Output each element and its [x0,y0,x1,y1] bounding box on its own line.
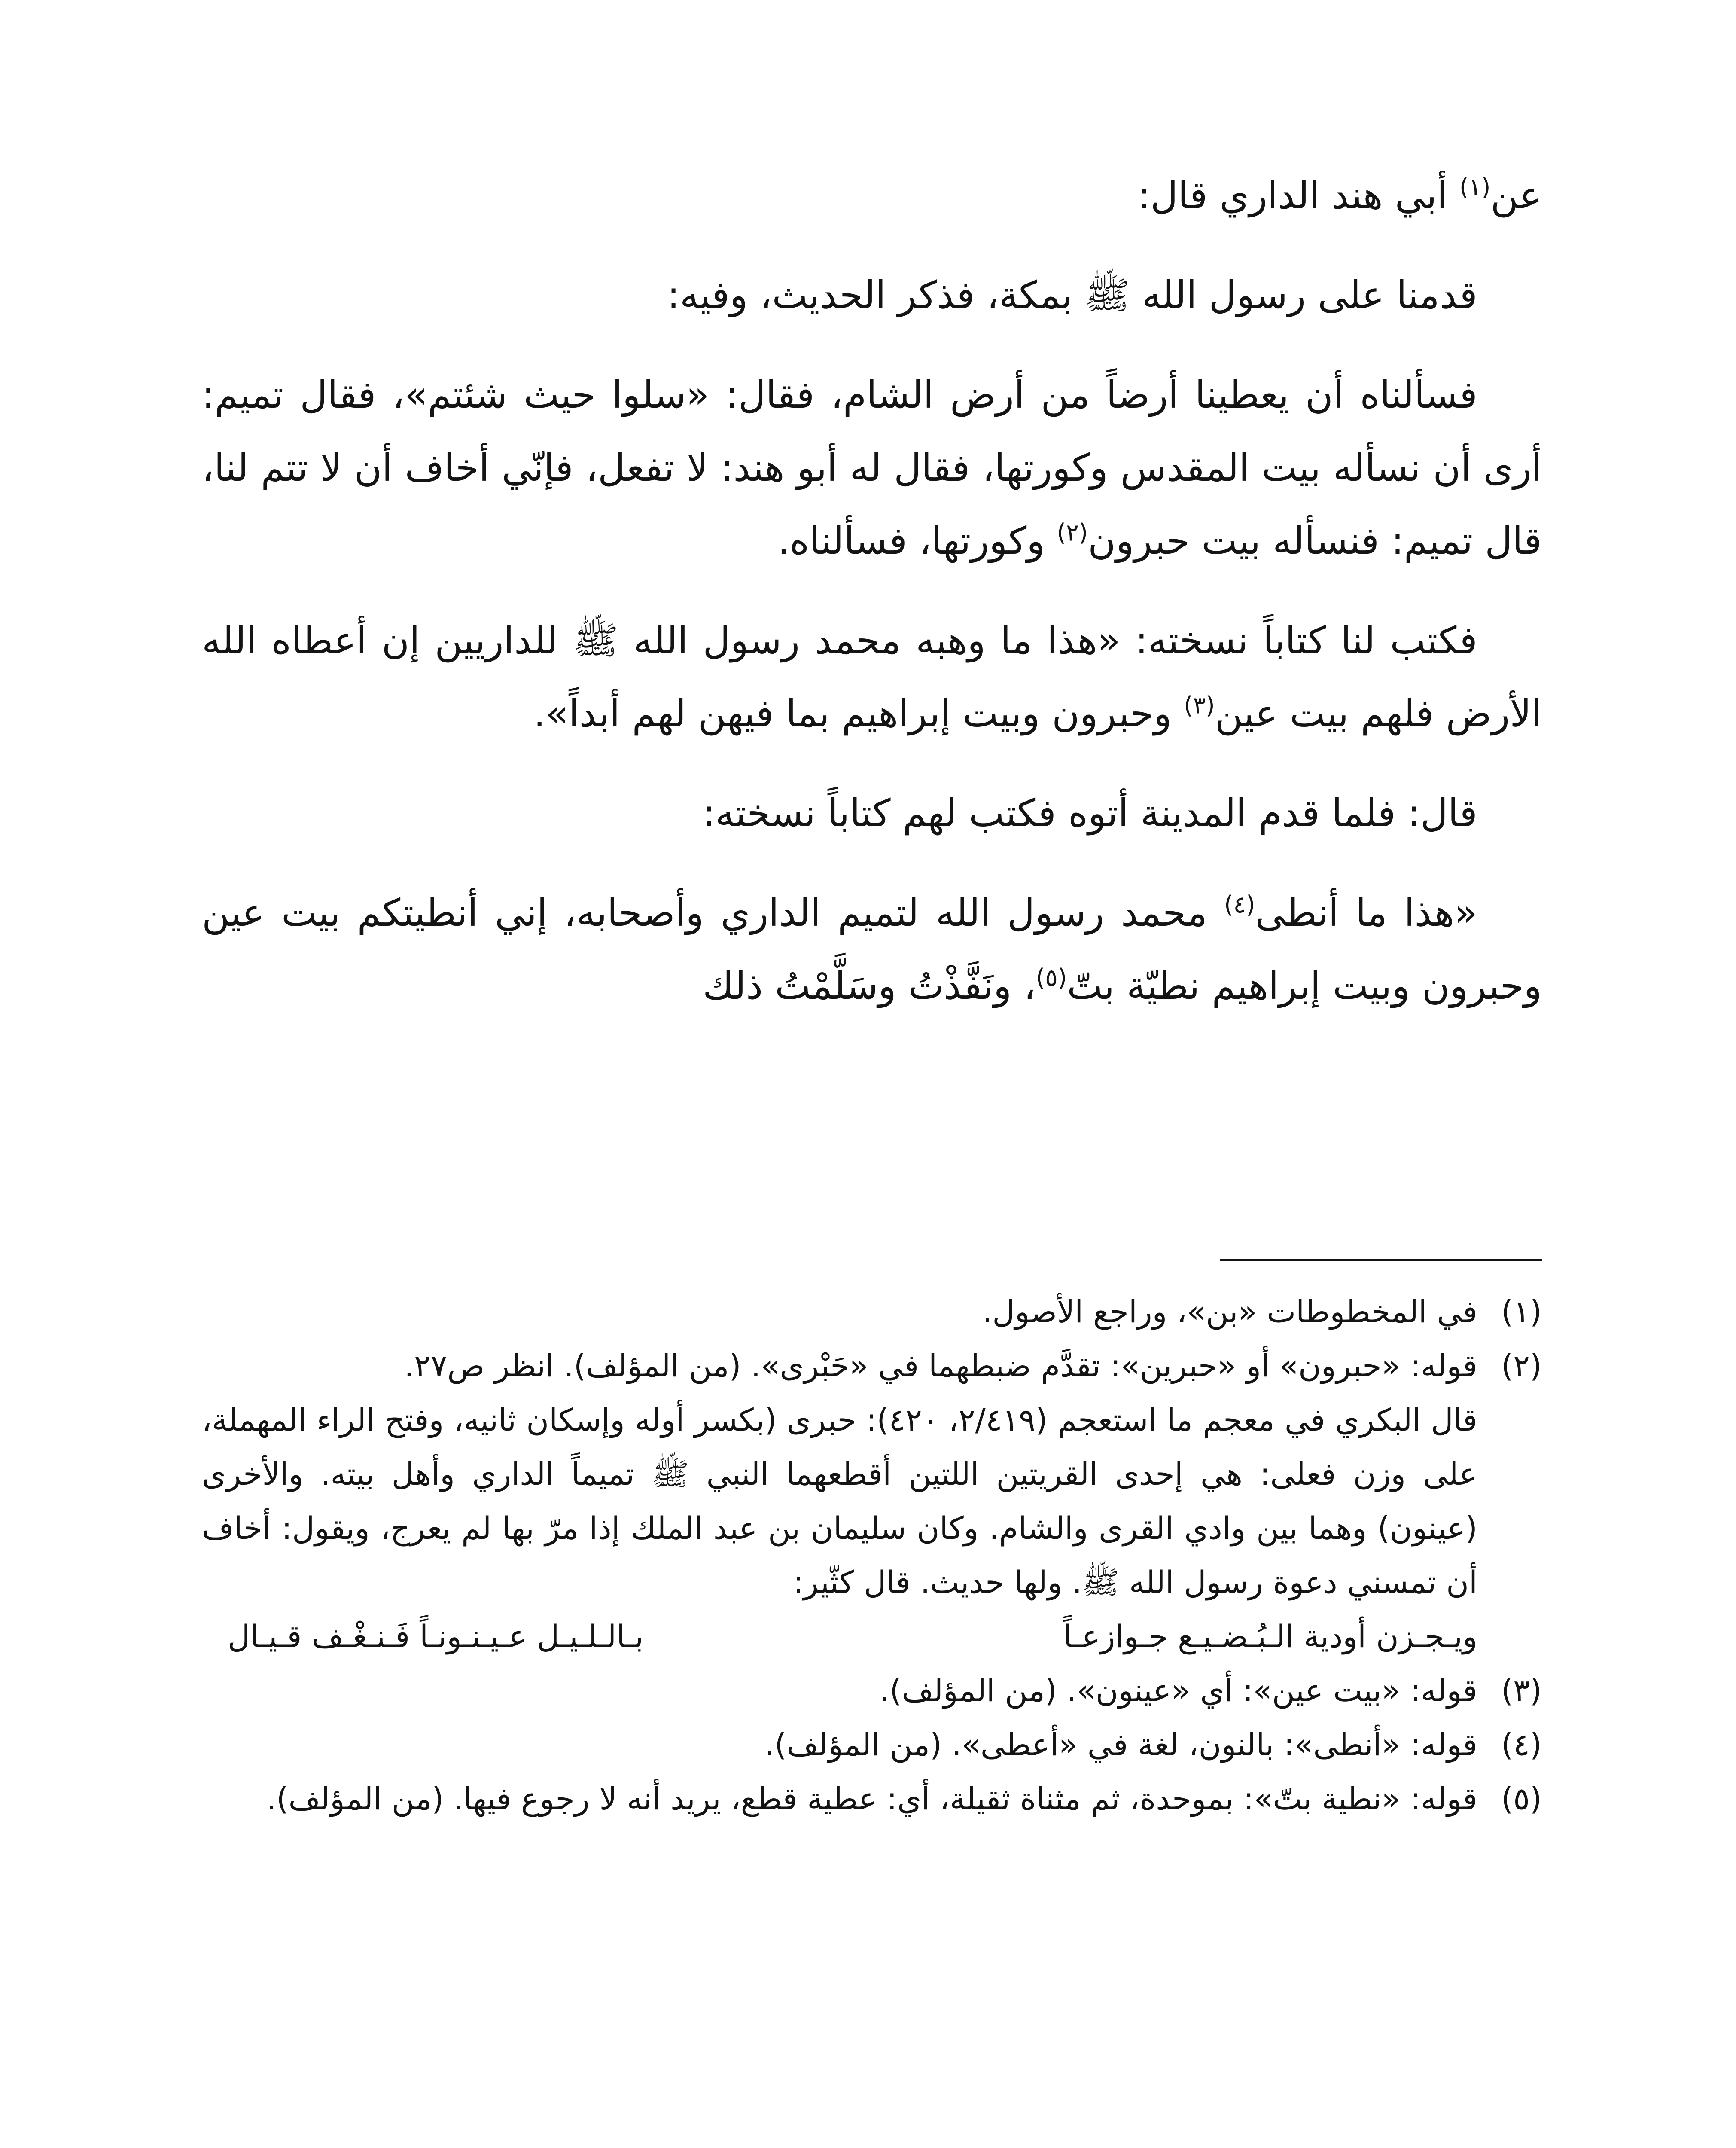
main-text [202,159,1542,1049]
footnote-ref-1[interactable]: (١) [1459,173,1491,201]
footnote-text: قوله: «حبرون» أو «حبرين»: تقدَّم ضبطهما في «حَبْرى». (من المؤلف). انظر ص٢٧. [404,1348,1477,1384]
footnote-divider [1220,1259,1542,1261]
footnote-ref-4[interactable]: (٤) [1224,891,1255,918]
paragraph-2: قدمنا على رسول الله ﷺ بمكة، فذكر الحديث، وفيه: [667,273,1477,317]
footnote-text: في المخطوطات «بن»، وراجع الأصول. [982,1294,1477,1330]
verse-first-hemistich: ويـجـزن أودية الـبُـضـيـع جـوازعـاً [1063,1618,1477,1654]
footnote-text: قوله: «نطية بتّ»: بموحدة، ثم مثناة ثقيلة، أي: عطية قطع، يريد أنه لا رجوع فيها. (من المؤلف). [266,1781,1477,1817]
footnote-5 [202,1772,1542,1826]
paragraph-4: فكتب لنا كتاباً نسخته: «هذا ما وهبه محمد رسول الله ﷺ للداريين إن أعطاه الله الأرض فلهم بيت عين$^{(٣)}$ وحبرون وبيت إبراهيم بما فيهن لهم أبداً». [202,618,1542,735]
footnote-number: (٤) [1501,1727,1542,1763]
footnote-ref-5[interactable]: (٥) [1036,964,1067,992]
footnote-text: قوله: «بيت عين»: أي «عينون». (من المؤلف). [880,1672,1477,1709]
paragraph-1: عن$^{(١)}$ أبي هند الداري قال: [1137,173,1542,217]
book-page [202,0,1542,2148]
footnote-ref-2[interactable]: (٢) [1057,519,1088,546]
footnote-quote: قال البكري في معجم ما استعجم (٢/٤١٩، ٤٢٠): حبرى (بكسر أوله وإسكان ثانيه، وفتح الراء المهملة، على وزن فعلى: هي إحدى القريتين اللتين أقطعهما النبي ﷺ تميماً الداري وأهل بيته. والأخرى (عينون) وهما بين وادي القرى والشام. وكان سليمان بن عبد الملك إذا مرّ بها لم يعرج، ويقول: أخاف أن تمسني دعوة رسول الله ﷺ. ولها حديث. قال كثّير: [202,1402,1478,1600]
footnote-number: (١) [1501,1294,1542,1330]
footnote-text: قوله: «أنطى»: بالنون، لغة في «أعطى». (من المؤلف). [764,1727,1477,1763]
footnote-2 [202,1339,1542,1663]
footnote-number: (٢) [1501,1348,1542,1384]
footnote-3 [202,1663,1542,1718]
footnote-1 [202,1285,1542,1339]
paragraph-6: «هذا ما أنطى$^{(٤)}$ محمد رسول الله لتميم الداري وأصحابه، إني أنطيتكم بيت عين وحبرون وبيت إبراهيم نطيّة بتّ$^{(٥)}$، ونَفَّذْتُ وسَلَّمْتُ ذلك [202,891,1542,1008]
footnote-number: (٥) [1501,1781,1542,1817]
poetry-verse [202,1609,1477,1663]
footnotes [202,1285,1542,1826]
footnote-ref-3[interactable]: (٣) [1184,691,1215,719]
footnote-4 [202,1718,1542,1772]
paragraph-3: فسألناه أن يعطينا أرضاً من أرض الشام، فقال: «سلوا حيث شئتم»، فقال تميم: أرى أن نسأله بيت المقدس وكورتها، فقال له أبو هند: لا تفعل، فإنّي أخاف أن لا تتم لنا، قال تميم: فنسأله بيت حبرون$^{(٢)}$ وكورتها، فسألناه. [202,372,1542,563]
verse-second-hemistich: بـالـلـيـل عـيـنـونـاً فَـنـغْـف قـيـال [228,1618,644,1654]
paragraph-5: قال: فلما قدم المدينة أتوه فكتب لهم كتاباً نسخته: [702,791,1477,835]
footnote-number: (٣) [1501,1672,1542,1709]
